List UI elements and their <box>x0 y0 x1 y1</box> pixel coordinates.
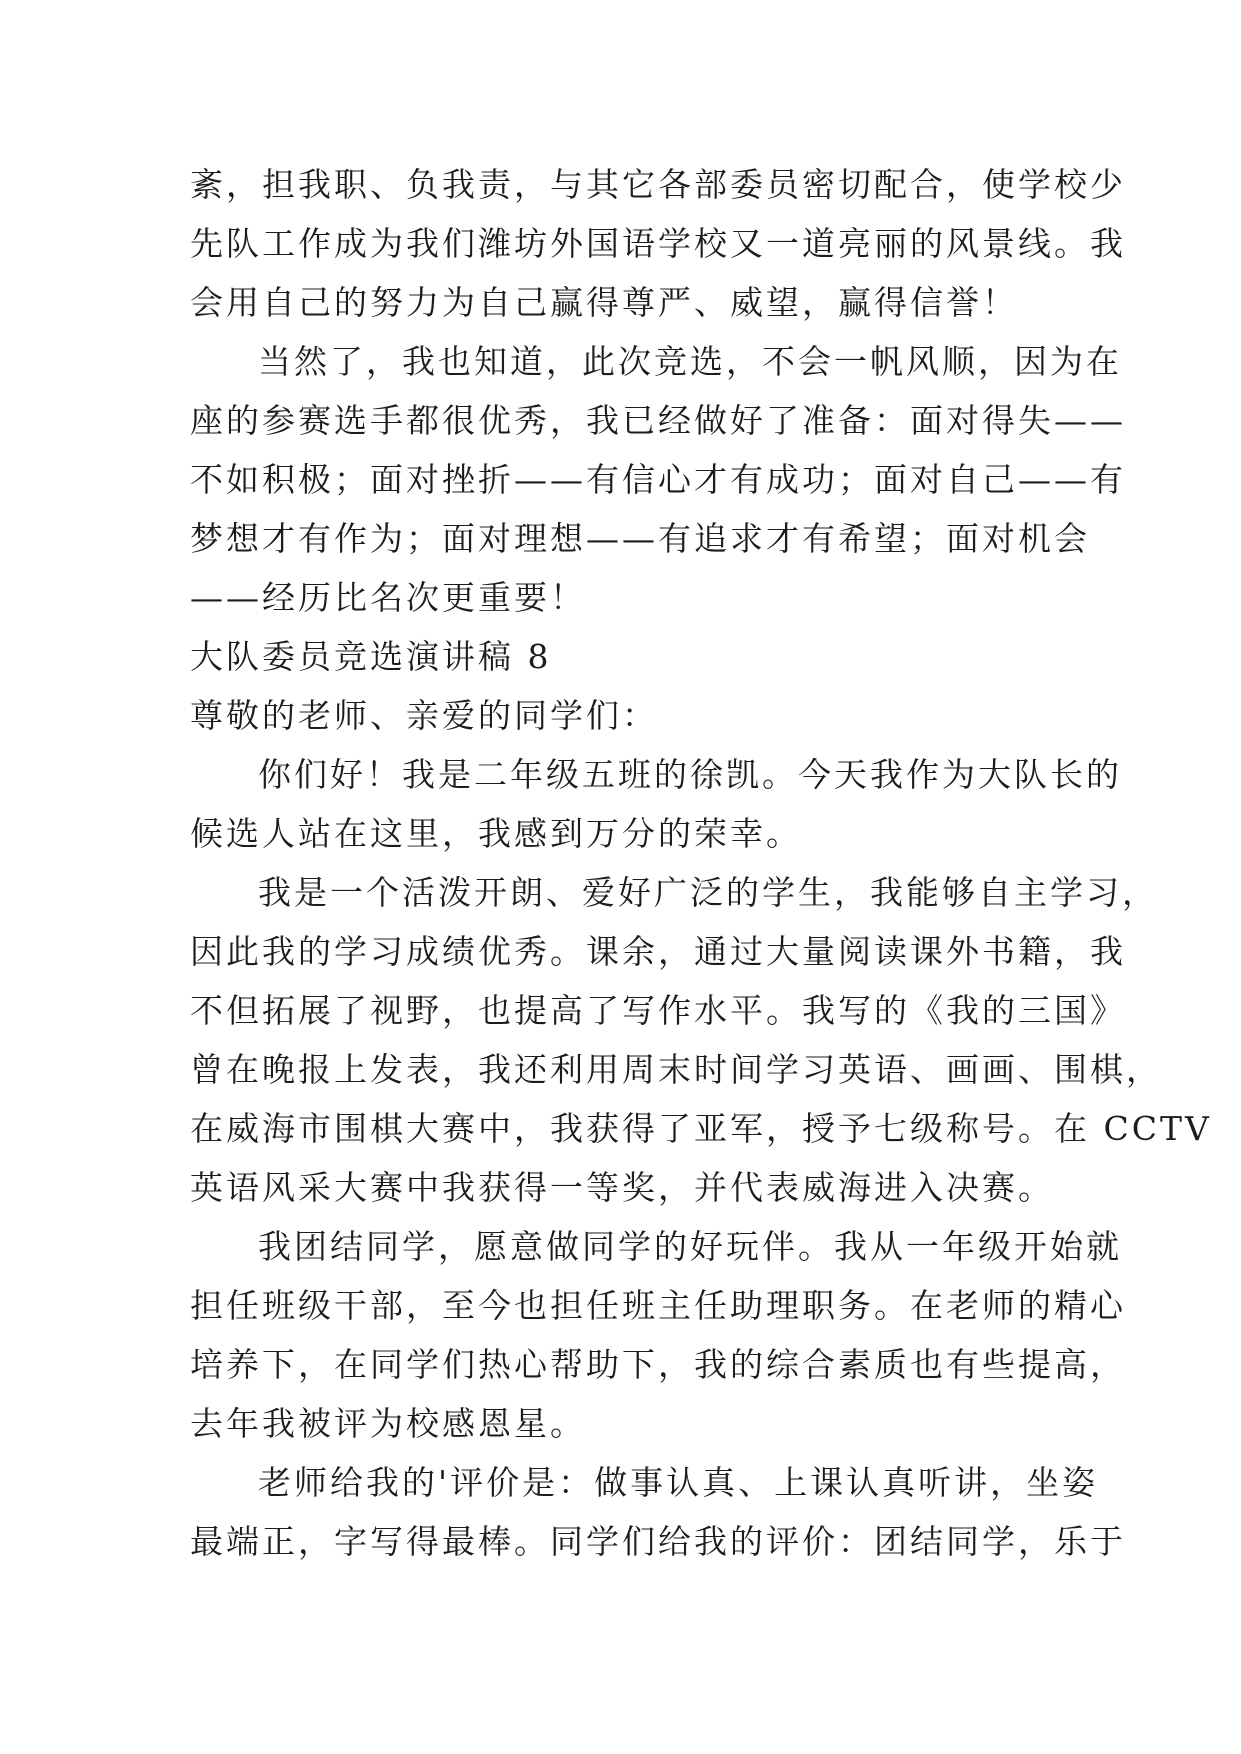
text-line: ——经历比名次更重要！ <box>190 578 586 617</box>
paragraph-start: 当然了，我也知道，此次竞选，不会一帆风顺，因为在 <box>258 342 1122 381</box>
paragraph-start: 老师给我的'评价是：做事认真、上课认真听讲，坐姿 <box>258 1463 1099 1502</box>
text-line: 培养下，在同学们热心帮助下，我的综合素质也有些提高， <box>190 1345 1126 1384</box>
text-line: 因此我的学习成绩优秀。课余，通过大量阅读课外书籍，我 <box>190 932 1126 971</box>
text-line: 会用自己的努力为自己赢得尊严、威望，赢得信誉！ <box>190 283 1018 322</box>
section-heading: 大队委员竞选演讲稿 8 <box>190 637 552 676</box>
paragraph-start: 我是一个活泼开朗、爱好广泛的学生，我能够自主学习， <box>258 873 1158 912</box>
text-line: 最端正，字写得最棒。同学们给我的评价：团结同学，乐于 <box>190 1522 1126 1561</box>
paragraph-start: 我团结同学，愿意做同学的好玩伴。我从一年级开始就 <box>258 1227 1122 1266</box>
salutation: 尊敬的老师、亲爱的同学们： <box>190 696 658 735</box>
text-line: 紊，担我职、负我责，与其它各部委员密切配合，使学校少 <box>190 165 1126 204</box>
text-line: 去年我被评为校感恩星。 <box>190 1404 586 1443</box>
text-line: 英语风采大赛中我获得一等奖，并代表威海进入决赛。 <box>190 1168 1054 1207</box>
text-line: 座的参赛选手都很优秀，我已经做好了准备：面对得失—— <box>190 401 1126 440</box>
document-body <box>190 155 1212 1571</box>
text-line: 候选人站在这里，我感到万分的荣幸。 <box>190 814 802 853</box>
text-line: 不如积极；面对挫折——有信心才有成功；面对自己——有 <box>190 460 1126 499</box>
text-line: 不但拓展了视野，也提高了写作水平。我写的《我的三国》 <box>190 991 1126 1030</box>
text-line: 担任班级干部，至今也担任班主任助理职务。在老师的精心 <box>190 1286 1126 1325</box>
text-line: 先队工作成为我们潍坊外国语学校又一道亮丽的风景线。我 <box>190 224 1126 263</box>
text-line: 曾在晚报上发表，我还利用周末时间学习英语、画画、围棋， <box>190 1050 1162 1089</box>
text-line: 梦想才有作为；面对理想——有追求才有希望；面对机会 <box>190 519 1090 558</box>
text-line: 在威海市围棋大赛中，我获得了亚军，授予七级称号。在 CCTV <box>190 1109 1212 1148</box>
paragraph-start: 你们好！我是二年级五班的徐凯。今天我作为大队长的 <box>258 755 1122 794</box>
